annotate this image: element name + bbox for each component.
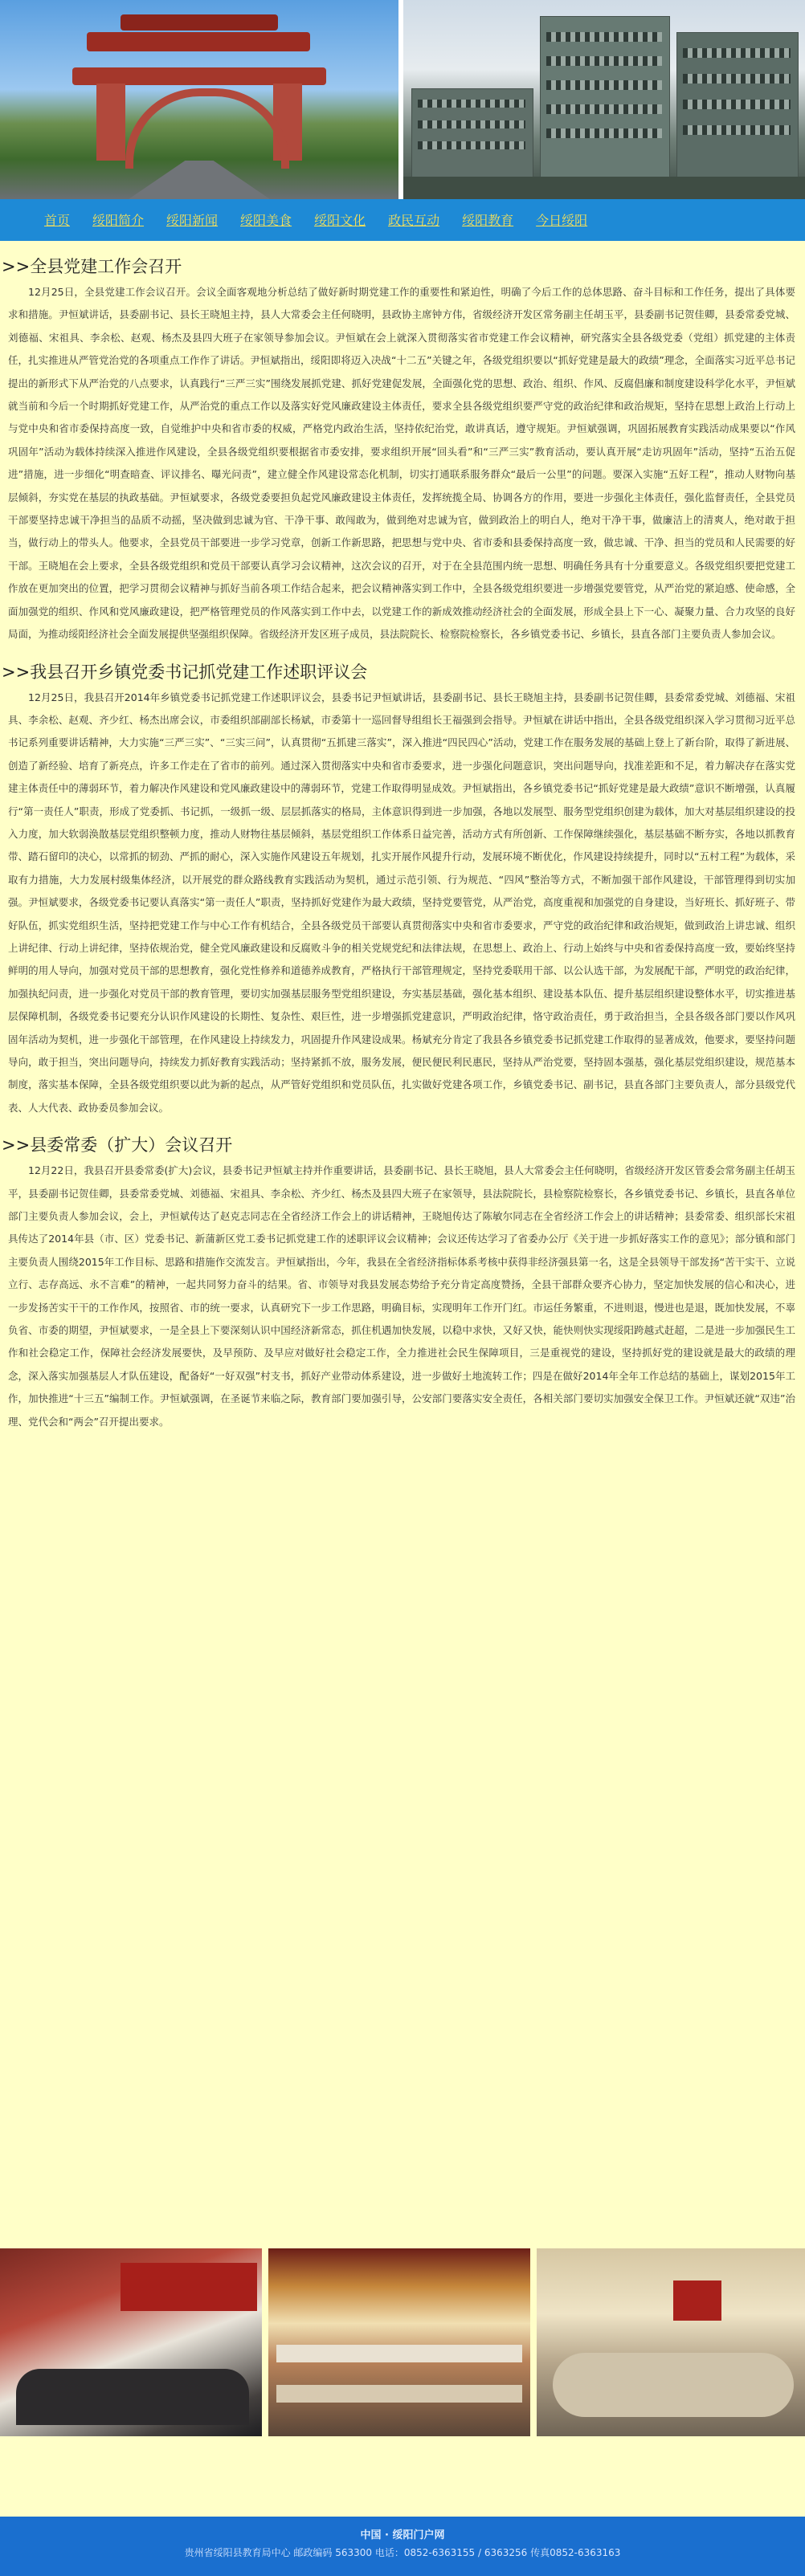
nav-link[interactable]: 绥阳简介 bbox=[92, 213, 145, 228]
header-banner bbox=[0, 0, 805, 199]
nav-link[interactable]: 首页 bbox=[44, 213, 71, 228]
article-title: >>县委常委（扩大）会议召开 bbox=[2, 1135, 233, 1156]
nav-link[interactable]: 绥阳新闻 bbox=[166, 213, 219, 228]
nav-item bbox=[314, 210, 366, 229]
nav-link[interactable]: 绥阳文化 bbox=[314, 213, 366, 228]
nav-list bbox=[44, 210, 610, 229]
nav-link[interactable]: 绥阳教育 bbox=[462, 213, 514, 228]
nav-item bbox=[92, 210, 144, 229]
main-content bbox=[0, 241, 805, 1433]
article-paragraph: 12月22日，我县召开县委常委(扩大)会议，县委书记尹恒斌主持并作重要讲话，县委副书记、县长王晓旭，县人大常委会主任何晓明，省级经济开发区管委会常务副主任胡玉平，县委副书记贺佳卿，县委常委党城、刘德福、宋祖具、李余松、齐少红、杨杰及县四大班子在家领导，县法院院长，县检察院检察长，各乡镇党委书记、乡镇长，县直各单位部门主要负责人参加会议，会上，尹恒斌传达了赵克志同志在全省经济工作会上的讲话精神，王晓旭传达了陈敏尔同志在全省经济工作会上的讲话精神；县委常委、组织部长宋祖具传达了2014年县（市、区）党委书记、新蒲新区党工委书记抓党建工作的述职评议会议精神；会议还传达学习了省委办公厅《关于进一步抓好落实工作的意见》；部分镇和部门主要负责人围绕2015年工作目标、思路和措施作交流发言。尹恒斌指出，今年，我县在全省经济指标体系考核中获得非经济强县第一名，这是全县领导干部发扬“苦干实干、立说立行、志存高远、永不言难”的精神，一起共同努力奋斗的结果。省、市领导对我县发展态势给予充分肯定高度赞扬，全县干部群众要齐心协力，坚定加快发展的信心和决心，进一步发扬苦实干干的工作作风，按照省、市的统一要求，认真研究下一步工作思路，明确目标，实现明年工作开门红。市运任务繁重，不进则退，慢进也是退，既加快发展，不辜负省、市委的期望，尹恒斌要求，一是全县上下要深刻认识中国经济新常态，抓住机遇加快发展，以稳中求快，又好又快，能快则快实现绥阳跨越式赶超，二是进一步加强民生工作和社会稳定工作，保障社会经济发展要快，及早预防、及早应对做好社会稳定工作，全力推进社会民生保障项目，三是重视党的建设，坚持抓好党的建设就是最大的政绩的理念，深入落实加强基层人才队伍建设，配备好“一好双强”村支书，抓好产业带动体系建设，进一步做好土地流转工作；四是在做好2014年全年工作总结的基础上，谋划2015年工作，加快推进“十三五”编制工作。尹恒斌强调，在圣诞节来临之际，教育部门要加强引导，公安部门要落实安全责任，各相关部门要切实加强安全保卫工作。尹恒斌还就“双违”治理、党代会和“两会”召开提出要求。 bbox=[8, 1164, 795, 1428]
article-section bbox=[0, 255, 805, 646]
meeting-photo-2 bbox=[268, 2248, 530, 2436]
meeting-photo-1 bbox=[0, 2248, 262, 2436]
nav-item bbox=[388, 210, 439, 229]
article-paragraph: 12月25日，全县党建工作会议召开。会议全面客观地分析总结了做好新时期党建工作的重要性和紧迫性，明确了今后工作的总体思路、奋斗目标和工作任务，提出了具体要求和措施。尹恒斌讲话，县委副书记、县长王晓旭主持，县人大常委会主任何晓明，县政协主席钟方伟，省级经济开发区常务副主任胡玉平，县委副书记贺佳卿，县委常委党城、刘德福、宋祖具、李余松、赵观、杨杰及县四大班子在家领导参加会议。尹恒斌在会上就深入贯彻落实省市党建工作会议精神，研究落实全县各级党委（党组）抓党建的主体责任，扎实推进从严管党治党的各项重点工作作了讲话。尹恒斌指出，绥阳即将迈入决战“十二五”关键之年，各级党组织要以“抓好党建是最大的政绩”理念，全面落实习近平总书记提出的新形式下从严治党的八点要求，认真践行“三严三实”围绕发展抓党建、抓好党建促发展，全面强化党的思想、政治、组织、作风、反腐倡廉和制度建设科学化水平，尹恒斌就当前和今后一个时期抓好党建工作，从严治党的重点工作以及落实好党风廉政建设主体责任，要求全县各级党组织要严守党的政治纪律和政治规矩，坚持在思想上政治上行动上与党中央和省市委保持高度一致，自觉维护中央和省市委的权威，严格党内政治生活，坚持依纪治党，敢讲真话，遵守规矩。尹恒斌强调，巩固拓展教育实践活动成果要以“作风巩固年”活动为载体持续深入推进作风建设，全县各级党组织要根据省市委安排，要求组织开展“回头看”和“三严三实”教育活动，要认真开展“走访巩固年”活动，坚持“五治五促进”措施，进一步细化“明查暗查、评议排名、曝光问责”，建立健全作风建设常态化机制，切实打通联系服务群众“最后一公里”的问题。要深入实施“五好工程”，推动人财物向基层倾斜，夯实党在基层的执政基础。尹恒斌要求，各级党委要担负起党风廉政建设主体责任，发挥统揽全局、协调各方的作用，要进一步强化主体责任，强化监督责任，全县党员干部要坚持忠诚干净担当的品质不动摇，坚决做到忠诚为官、干净干事、敢闯敢为，做到绝对忠诚为官，做到政治上的明白人，绝对干净干事，做廉洁上的清爽人，绝对敢于担当，做行动上的带头人。他要求，全县党员干部要进一步学习党章，创新工作新思路，把思想与党中央、省市委和县委保持高度一致，做忠诚、干净、担当的党员和人民需要的好干部。王晓旭在会上要求，全县各级党组织和党员干部要认真学习会议精神，这次会议的召开，对于在全县范围内统一思想、明确任务具有十分重要意义。各级党组织要把党建工作放在更加突出的位置，把学习贯彻会议精神与抓好当前各项工作结合起来，把会议精神落实到工作中，全县各级党组织要进一步增强党要管党，从严治党的紧迫感、使命感，全面加强党的组织、作风和党风廉政建设，把严格管理党员的作风落实到工作中去，以党建工作的新成效推动经济社会的全面发展，形成全县上下一心、凝聚力量、合力攻坚的良好局面，为推动绥阳经济社会全面发展提供坚强组织保障。省级经济开发区班子成员，县法院院长、检察院检察长，各乡镇党委书记、乡镇长，县直各部门主要负责人参加会议。 bbox=[8, 286, 795, 641]
banner-gate-photo bbox=[0, 0, 398, 199]
nav-item bbox=[462, 210, 513, 229]
main-nav bbox=[0, 199, 805, 241]
nav-link[interactable]: 政民互动 bbox=[388, 213, 440, 228]
article-title: >>全县党建工作会召开 bbox=[2, 257, 182, 276]
nav-item bbox=[44, 210, 70, 229]
banner-building-photo bbox=[403, 0, 805, 199]
article-paragraph: 12月25日，我县召开2014年乡镇党委书记抓党建工作述职评议会，县委书记尹恒斌讲话，县委副书记、县长王晓旭主持，县委副书记贺佳卿，县委常委党城、刘德福、宋祖具、李余松、赵观、齐少红、杨杰出席会议，市委组织部副部长杨斌，市委第十一巡回督导组组长王福强到会指导。尹恒斌在讲话中指出，全县各级党组织深入学习贯彻习近平总书记系列重要讲话精神，大力实施“三严三实”、“三实三问”，认真贯彻“五抓建三落实”，深入推进“四民四心”活动，党建工作在服务发展的基础上登上了新台阶，取得了新进展、创造了新经验、培育了新亮点，许多工作走在了省市的前列。通过深入贯彻落实中央和省市委要求，进一步强化问题意识，突出问题导向，找准差距和不足，着力解决存在落实党建主体责任中的薄弱环节，着力解决作风建设和党风廉政建设中的薄弱环节，党建工作取得明显成效。尹恒斌指出，各乡镇党委书记“抓好党建是最大政绩”意识不断增强，认真履行“第一责任人”职责，形成了党委抓、书记抓，一级抓一级、层层抓落实的格局，主体意识得到进一步加强，各地以发展型、服务型党组织创建为载体，加大对基层组织建设的投入力度，加大软弱涣散基层党组织整顿力度，推动人财物往基层倾斜，基层党组织工作体系日益完善，活动方式有所创新、工作保障继续强化，基层基础不断夯实，各地以抓教育带、踏石留印的决心，以常抓的韧劲、严抓的耐心，深入实施作风建设五年规划，扎实开展作风提升行动，发展环境不断优化，作风建设持续提升，同时以“五村工程”为载体，采取有力措施，大力发展村级集体经济，以开展党的群众路线教育实践活动为契机，通过示范引领、行为规范、“四风”整治等方式，不断加强干部作风建设，干部管理得到切实加强。尹恒斌要求，各级党委书记要认真落实“第一责任人”职责，坚持抓好党建作为最大政绩，坚持党要管党，从严治党，高度重视和加强党的自身建设，当好班长、抓好班子、带好队伍，抓实党组织生活，坚持把党建工作与中心工作有机结合，全县各级党员干部要认真贯彻落实中央和省市委要求，严守党的政治纪律和政治规矩，做到政治上讲忠诚、组织上讲纪律、行动上讲纪律，坚持依规治党，健全党风廉政建设和反腐败斗争的相关党规党纪和法律法规，在思想上、政治上、行动上始终与中央和省委保持高度一致，要始终坚持鲜明的用人导向，加强对党员干部的思想教育，强化党性修养和道德养成教育，严格执行干部管理规定，坚持党委联用干部、以公认选干部，为发展配干部，严明党的政治纪律，加强执纪问责，进一步强化对党员干部的教育管理，要切实加强基层服务型党组织建设，夯实基层基础，强化基本组织、建设基本队伍、提升基层组织建设整体水平，切实推进基层保障机制，各级党委书记要充分认识作风建设的长期性、复杂性、艰巨性，进一步增强抓党建意识，严明政治纪律，恪守政治责任，勇于政治担当，全县各级各部门要以作风巩固年活动为契机，进一步强化干部管理，在作风建设上持续发力，巩固提升作风建设成果。杨斌充分肯定了我县各乡镇党委书记抓党建工作取得的显著成效，他要求，要坚持问题导向，敢于担当，突出问题导向，持续发力抓好教育实践活动；坚持紧抓不放，服务发展，便民便民利民惠民，坚持从严治党要，坚持固本强基，强化基层党组织建设，规范基本制度，落实基本保障，全县各级党组织要以此为新的起点，从严管好党组织和党员队伍，扎实做好党建各项工作，乡镇党委书记、副书记，县直各部门主要负责人，部分县级党代表、人大代表、政协委员参加会议。 bbox=[8, 691, 795, 1114]
article-list bbox=[0, 255, 805, 1433]
photo-strip bbox=[0, 2248, 805, 2436]
footer bbox=[0, 2517, 805, 2576]
article-section bbox=[0, 661, 805, 1120]
meeting-photo-3 bbox=[537, 2248, 805, 2436]
article-section bbox=[0, 1134, 805, 1433]
nav-link[interactable]: 今日绥阳 bbox=[536, 213, 588, 228]
nav-item bbox=[536, 210, 587, 229]
nav-item bbox=[166, 210, 218, 229]
article-title: >>我县召开乡镇党委书记抓党建工作述职评议会 bbox=[2, 662, 368, 682]
nav-link[interactable]: 绥阳美食 bbox=[240, 213, 292, 228]
footer-site-name: 中国 · 绥阳门户网 bbox=[360, 2529, 445, 2541]
nav-item bbox=[240, 210, 292, 229]
footer-contact: 贵州省绥阳县教育局中心 邮政编码 563300 电话：0852-6363155 / 6363256 传真0852-6363163 bbox=[184, 2547, 621, 2558]
